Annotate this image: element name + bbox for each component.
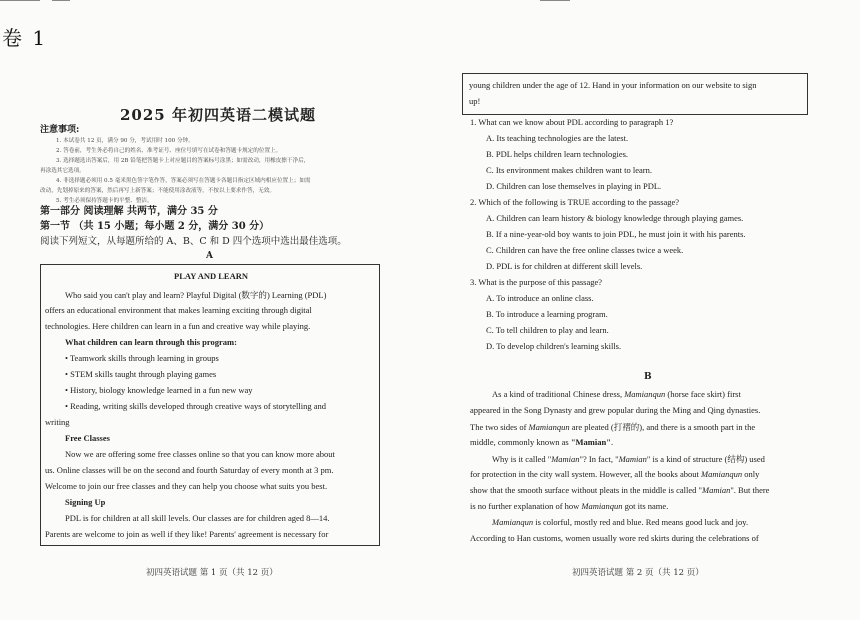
passage-line: According to Han customs, women usually wore red skirts during the celebrations of [470, 533, 759, 543]
question-stem: 2. Which of the following is TRUE according to the passage? [470, 197, 680, 207]
answer-option: B. PDL helps children learn technologies. [486, 149, 629, 159]
subhead: Signing Up [65, 497, 106, 507]
answer-option: C. To tell children to play and learn. [486, 325, 609, 335]
answer-option: D. To develop children's learning skills. [486, 341, 622, 351]
passage-line: As a kind of traditional Chinese dress, Mamianqun (horse face skirt) first [492, 389, 741, 399]
passage-line: technologies. Here children can learn in a fun and creative way while playing. [45, 321, 311, 331]
volume-label: 卷 1 [2, 26, 48, 50]
answer-option: A. Its teaching technologies are the latest. [486, 133, 629, 143]
bullet-item: • Reading, writing skills developed through creative ways of storytelling and [65, 401, 326, 411]
answer-option: A. Children can learn history & biology knowledge through playing games. [486, 213, 744, 223]
exam-title: 2025 年初四英语二模试题 [120, 106, 316, 124]
question-stem: 1. What can we know about PDL according to paragraph 1? [470, 117, 674, 127]
page-footer: 初四英语试题 第 1 页（共 12 页） [146, 568, 278, 578]
passage-a-heading: PLAY AND LEARN [174, 271, 248, 281]
bullet-cont: writing [45, 417, 70, 427]
passage-line: for protection in the city wall system. However, all the books about Mamianqun only [470, 469, 760, 479]
answer-option: A. To introduce an online class. [486, 293, 594, 303]
passage-line: appeared in the Song Dynasty and grew popular during the Ming and Qing dynasties. [470, 405, 761, 415]
top-rule-right [540, 0, 570, 1]
bullet-item: • STEM skills taught through playing games [65, 369, 217, 379]
passage-line: middle, commonly known as "Mamian". [470, 437, 614, 447]
answer-option: B. To introduce a learning program. [486, 309, 608, 319]
passage-a-box [40, 264, 380, 546]
passage-line: PDL is for children at all skill levels. Our classes are for children aged 8—14. [65, 513, 330, 523]
passage-line: up! [469, 96, 481, 106]
bullet-item: • Teamwork skills through learning in groups [65, 353, 219, 363]
instruction: 阅读下列短文，从每题所给的 A、B、C 和 D 四个选项中选出最佳选项。 [40, 236, 347, 247]
answer-option: D. PDL is for children at different skill levels. [486, 261, 643, 271]
passage-line: Parents are welcome to join as well if they like! Parents' agreement is necessary for [45, 529, 329, 539]
passage-line: us. Online classes will be on the second and fourth Saturday of every month at 3 pm. [45, 465, 334, 475]
section-heading: 第一节 （共 15 小题；每小题 2 分，满分 30 分） [40, 221, 270, 232]
passage-line: young children under the age of 12. Hand in your information on our website to sign [469, 80, 757, 90]
note-line: 3. 选择题选出答案后，用 2B 铅笔把答题卡上对应题目的答案标号涂黑；如需改动，用橡皮擦干净后， [56, 158, 310, 164]
passage-line: Welcome to join our free classes and they can help you choose what suits you best. [45, 481, 328, 491]
passage-line: is no further explanation of how Mamianqun got its name. [470, 501, 669, 511]
passage-line: Who said you can't play and learn? Playful Digital (数字的) Learning (PDL) [65, 290, 327, 300]
answer-option: C. Children can have the free online classes twice a week. [486, 245, 684, 255]
note-line: 5. 考生必须保持答题卡的平整、整洁。 [56, 198, 153, 204]
passage-line: show that the smooth surface without pleats in the middle is called "Mamian". But there [470, 485, 770, 495]
passage-line: Why is it called "Mamian"? In fact, "Mamian" is a kind of structure (结构) used [492, 454, 765, 464]
bullet-item: • History, biology knowledge learned in a fun new way [65, 385, 253, 395]
note-line: 1. 本试卷共 12 页，满分 90 分，考试用时 100 分钟。 [56, 138, 194, 144]
passage-line: Now we are offering some free classes online so that you can know more about [65, 449, 335, 459]
answer-option: B. If a nine-year-old boy wants to join PDL, he must join it with his parents. [486, 229, 746, 239]
answer-option: C. Its environment makes children want to learn. [486, 165, 652, 175]
passage-line: Mamianqun is colorful, mostly red and blue. Red means good luck and joy. [492, 517, 749, 527]
notes-list [40, 136, 386, 206]
notes-title: 注意事项: [40, 125, 80, 135]
page-footer: 初四英语试题 第 2 页（共 12 页） [572, 568, 704, 578]
note-line: 再涂选其它选项。 [40, 168, 85, 174]
note-line: 4. 非选择题必须用 0.5 毫米黑色签字笔作答，答案必须写在答题卡各题目指定区域内相应位置上；如需 [56, 178, 311, 184]
passage-letter-b: B [644, 372, 652, 382]
subhead: What children can learn through this program: [65, 337, 237, 347]
passage-line: The two sides of Mamianqun are pleated (打褶的), and there is a smooth part in the [470, 422, 756, 432]
top-rule-left-2 [52, 0, 70, 1]
part-heading: 第一部分 阅读理解 共两节，满分 35 分 [40, 206, 218, 217]
top-rule-left [0, 0, 40, 1]
question-stem: 3. What is the purpose of this passage? [470, 277, 603, 287]
note-line: 2. 答卷前，考生务必将自己的姓名、准考证号、座位号填写在试卷和答题卡规定的位置上。 [56, 148, 282, 154]
passage-letter-a: A [206, 251, 213, 261]
passage-a-continued-box [462, 73, 808, 115]
passage-line: offers an educational environment that makes learning exciting through digital [45, 305, 312, 315]
subhead: Free Classes [65, 433, 110, 443]
answer-option: D. Children can lose themselves in playing in PDL. [486, 181, 662, 191]
note-line: 改动，先划掉原来的答案，然后再写上新答案；不能使用涂改液等。不按以上要求作答，无效。 [40, 188, 275, 194]
